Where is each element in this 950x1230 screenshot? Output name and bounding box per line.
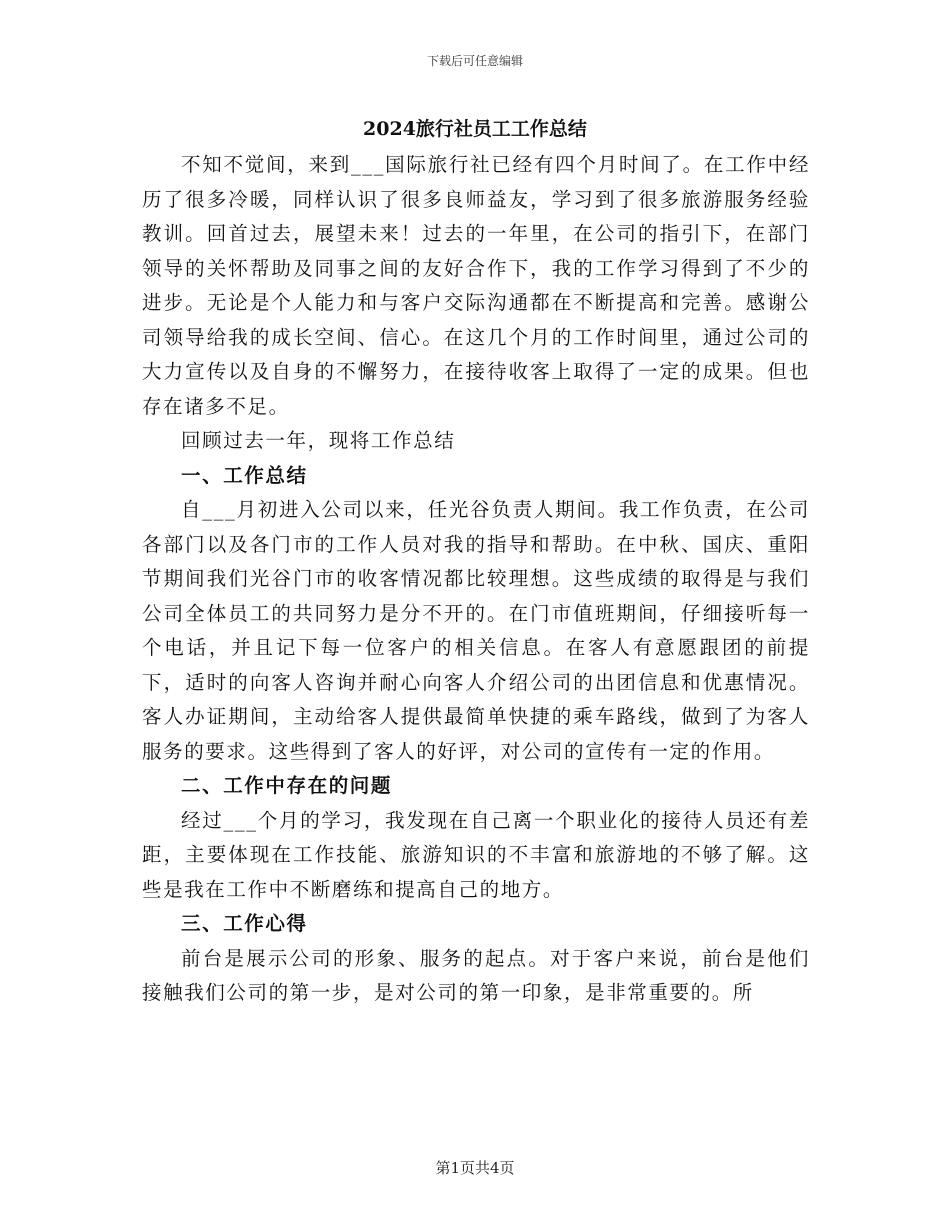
section-body-work-summary: 自___月初进入公司以来，任光谷负责人期间。我工作负责，在公司各部门以及各门市的工作人员对我的指导和帮助。在中秋、国庆、重阳节期间我们光谷门市的收客情况都比较理想。这些成绩的取得是与我们公司全体员工的共同努力是分不开的。在门市值班期间，仔细接听每一个电话，并且记下每一位客户的相关信息。在客人有意愿跟团的前提下，适时的向客人咨询并耐心向客人介绍公司的出团信息和优惠情况。客人办证期间，主动给客人提供最简单快捷的乘车路线，做到了为客人服务的要求。这些得到了客人的好评，对公司的宣传有一定的作用。: [142, 498, 810, 763]
document-body: [142, 148, 810, 1011]
intro-paragraph: 不知不觉间，来到___国际旅行社已经有四个月时间了。在工作中经历了很多冷暖，同样认识了很多良师益友，学习到了很多旅游服务经验教训。回首过去，展望未来！过去的一年里，在公司的指引下，在部门领导的关怀帮助及同事之间的友好合作下，我的工作学习得到了不少的进步。无论是个人能力和与客户交际沟通都在不断提高和完善。感谢公司领导给我的成长空间、信心。在这几个月的工作时间里，通过公司的大力宣传以及自身的不懈努力，在接待收客上取得了一定的成果。但也存在诸多不足。: [142, 153, 810, 418]
document-title: 2024旅行社员工工作总结: [363, 118, 587, 140]
section-heading-insights: 三、工作心得: [181, 912, 308, 935]
section-heading-problems: 二、工作中存在的问题: [181, 774, 393, 797]
page-footer: 第1页共4页: [435, 1159, 515, 1177]
section-heading-work-summary: 一、工作总结: [181, 463, 308, 487]
lead-paragraph: 回顾过去一年，现将工作总结: [181, 429, 456, 452]
header-note: 下载后可任意编辑: [426, 54, 523, 68]
section-body-problems: 经过___个月的学习，我发现在自己离一个职业化的接待人员还有差距，主要体现在工作技能、旅游知识的不丰富和旅游地的不够了解。这些是我在工作中不断磨练和提高自己的地方。: [142, 808, 810, 901]
section-body-insights: 前台是展示公司的形象、服务的起点。对于客户来说，前台是他们接触我们公司的第一步，是对公司的第一印象，是非常重要的。所: [142, 946, 810, 1004]
